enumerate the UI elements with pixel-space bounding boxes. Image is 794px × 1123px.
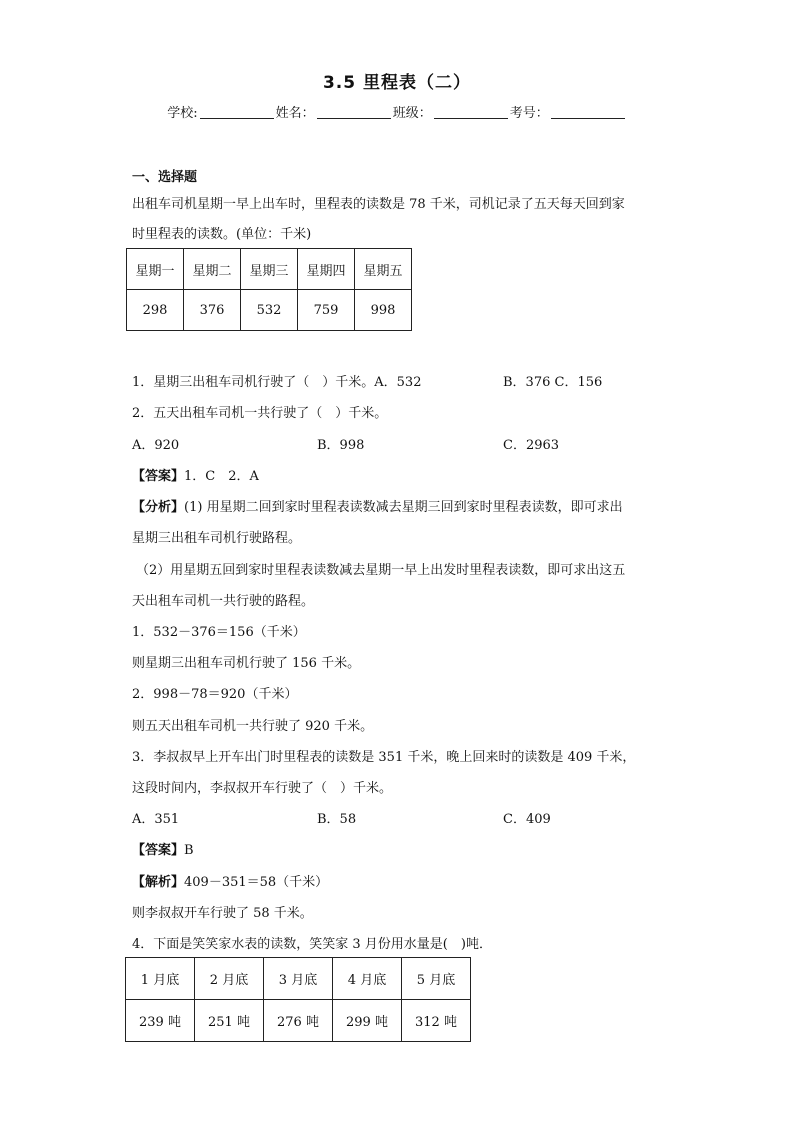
table-header-cell: 2 月底 [195,958,264,1000]
table-header-cell: 3 月底 [264,958,333,1000]
answer-3 [132,839,194,858]
table-header-cell: 1 月底 [126,958,195,1000]
analysis-label: 【解析】 [132,875,185,890]
table-cell: 759 [298,290,355,331]
water-meter-table [125,957,471,1042]
class-label: 班级： [392,106,432,121]
table-cell: 298 [127,290,184,331]
analysis-text: (1) 用星期二回到家时里程表读数减去星期三回到家时里程表读数，即可求出 [184,500,623,515]
answer-text: B [184,843,194,858]
question-2-option-b: B．998 [317,438,365,453]
table-cell: 376 [184,290,241,331]
question-4: 4．下面是笑笑家水表的读数，笑笑家 3 月份用水量是( )吨． [132,937,492,952]
table-cell: 276 吨 [264,1000,333,1042]
analysis-1-line-7: 2．998－78＝920（千米） [132,687,298,702]
analysis-1-line-6: 则星期三出租车司机行驶了 156 千米。 [132,656,361,671]
analysis-3-line-2: 则李叔叔开车行驶了 58 千米。 [132,906,313,921]
analysis-1-line-2: 星期三出租车司机行驶路程。 [132,531,302,546]
analysis-1-line-5: 1．532－376＝156（千米） [132,625,306,640]
name-blank[interactable] [317,104,391,119]
table-header-cell: 星期四 [298,249,355,290]
table-header-cell: 5 月底 [402,958,471,1000]
analysis-1-line-3: （2）用星期五回到家时里程表读数减去星期一早上出发时里程表读数，即可求出这五 [136,563,626,578]
analysis-1-line-8: 则五天出租车司机一共行驶了 920 千米。 [132,719,374,734]
class-blank[interactable] [434,104,508,119]
table-header-cell: 星期五 [355,249,412,290]
table-header-cell: 星期二 [184,249,241,290]
table-header-cell: 星期一 [127,249,184,290]
table-header-cell: 4 月底 [333,958,402,1000]
analysis-label: 【分析】 [132,500,185,515]
table-cell: 312 吨 [402,1000,471,1042]
table-cell: 299 吨 [333,1000,402,1042]
name-label: 姓名： [275,106,315,121]
table-header-row [126,958,471,1000]
table-cell: 532 [241,290,298,331]
student-info-row [0,102,794,121]
question-3-line-1: 3．李叔叔早上开车出门时里程表的读数是 351 千米，晚上回来时的读数是 409 千米， [132,750,636,765]
question-1: 1．星期三出租车司机行驶了（ ）千米。A．532 [132,375,422,390]
answer-label: 【答案】 [132,469,185,484]
table-row [126,1000,471,1042]
question-3-line-2: 这段时间内，李叔叔开车行驶了（ ）千米。 [132,781,393,796]
intro-line-1: 出租车司机星期一早上出车时，里程表的读数是 78 千米，司机记录了五天每天回到家 [132,197,625,212]
table-header-row [127,249,412,290]
odometer-table [126,248,412,331]
table-cell: 239 吨 [126,1000,195,1042]
question-3-option-b: B．58 [317,812,357,827]
intro-line-2: 时里程表的读数。(单位：千米) [132,227,312,242]
question-2-option-a: A．920 [132,438,180,453]
question-2: 2．五天出租车司机一共行驶了（ ）千米。 [132,406,388,421]
analysis-3-line-1 [132,871,328,890]
table-cell: 998 [355,290,412,331]
school-label: 学校: [167,106,198,121]
page-title: 3.5 里程表（二） [322,73,472,93]
table-row [127,290,412,331]
question-3-option-a: A．351 [132,812,180,827]
question-2-option-c: C．2963 [503,438,560,453]
number-label: 考号： [509,106,549,121]
answer-text: 1．C 2．A [184,469,259,484]
question-1-options-bc: B．376 C．156 [503,375,603,390]
table-header-cell: 星期三 [241,249,298,290]
analysis-text: 409－351＝58（千米） [184,875,329,890]
question-3-option-c: C．409 [503,812,551,827]
answer-label: 【答案】 [132,843,185,858]
analysis-1-line-1 [132,496,623,515]
number-blank[interactable] [551,104,625,119]
table-cell: 251 吨 [195,1000,264,1042]
section-heading: 一、选择题 [132,170,198,185]
school-blank[interactable] [200,104,274,119]
analysis-1-line-4: 天出租车司机一共行驶的路程。 [132,594,315,609]
answer-1 [132,465,259,484]
